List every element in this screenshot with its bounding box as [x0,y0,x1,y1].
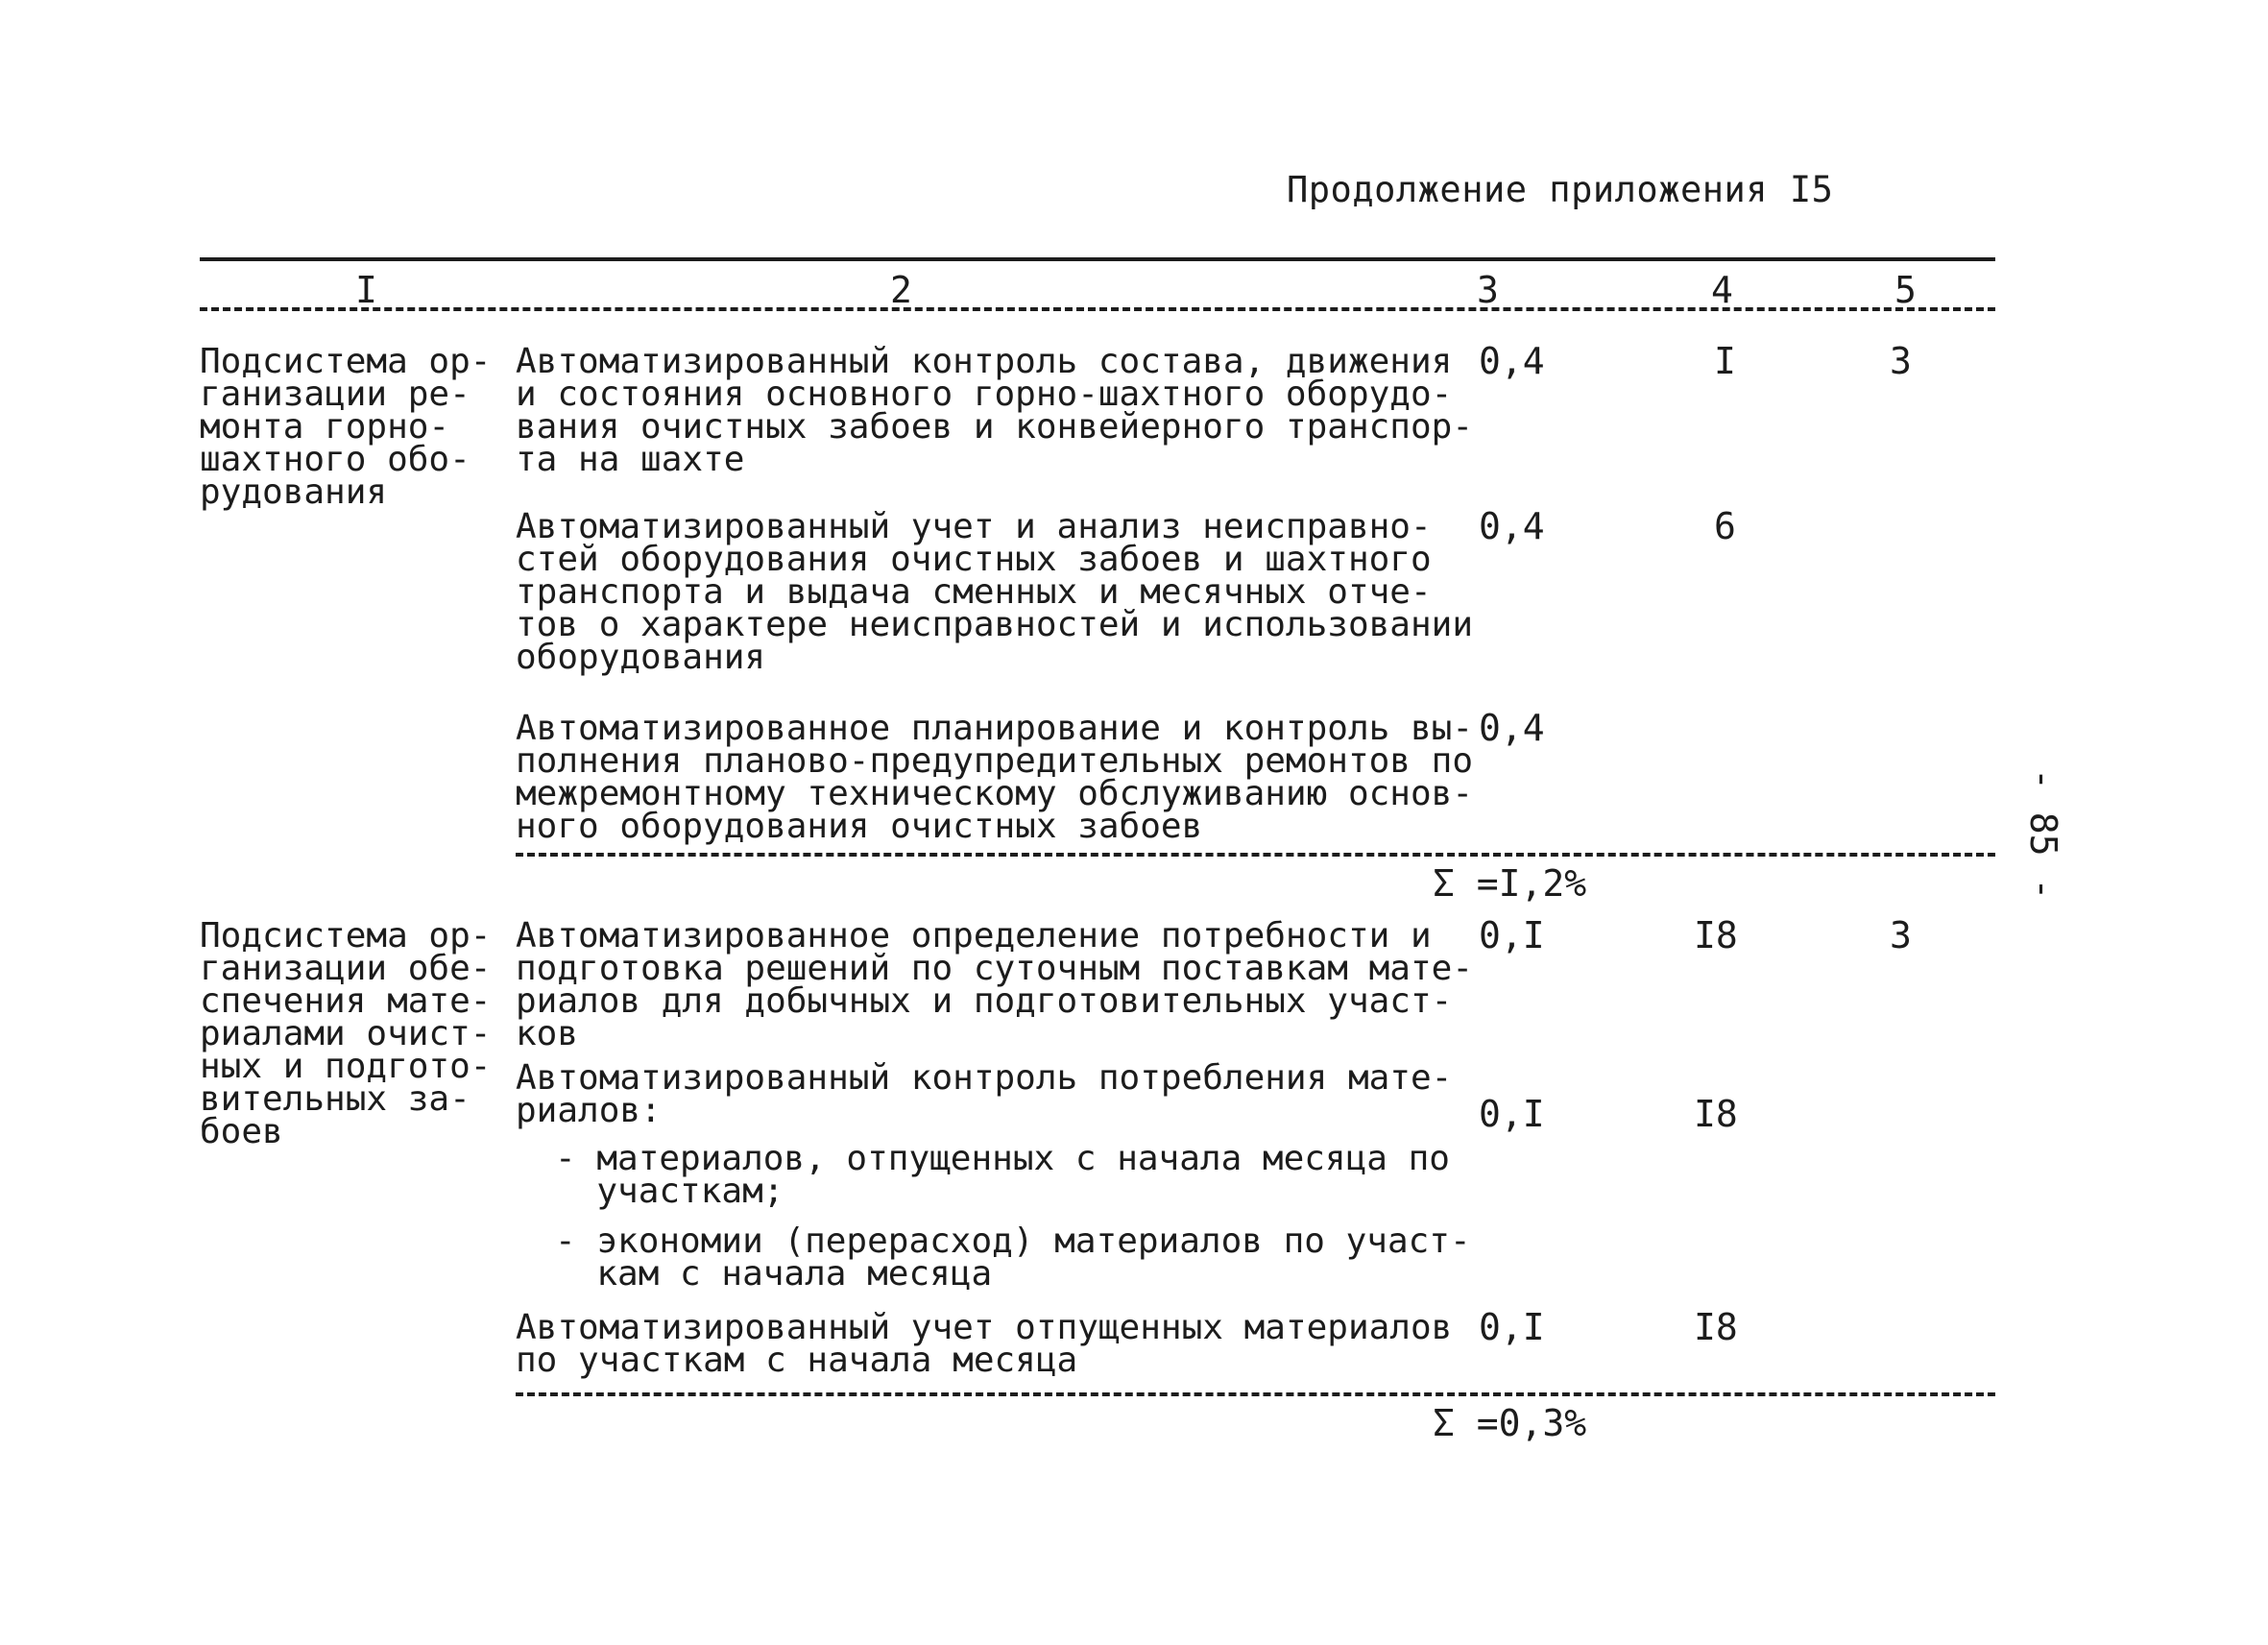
function-text: Автоматизированный контроль состава, движения и состояния основного горно-шахтного оборудо- вания очистных забоев и конвейерного транспор- та на шахте [516,342,1473,479]
cell-col3: 0,4 [1479,707,1545,749]
column-header-2: 2 [890,269,912,311]
cell-col4: I8 [1694,1093,1738,1135]
cell-col3: 0,I [1479,914,1545,956]
page-number: - 85 - [2022,768,2064,901]
function-text: Автоматизированный учет и анализ неисправно- стей оборудования очистных забоев и шахтного транспорта и выдача сменных и месячных отче- тов о характере неисправностей и использовании оборудования [516,507,1473,677]
function-text: Автоматизированное планирование и контроль вы- полнения планово-предупредительных ремонтов по межремонтному техническому обслуживанию основ- ного оборудования очистных забоев [516,709,1473,846]
column-header-3: 3 [1477,269,1499,311]
cell-col3: 0,I [1479,1306,1545,1348]
document-title: Продолжение приложения I5 [1287,169,1834,210]
group-separator-rule [516,1392,1995,1396]
group-separator-rule [516,853,1995,857]
cell-col4: 6 [1714,505,1736,547]
list-item: - материалов, отпущенных с начала месяца по участкам; [555,1139,1450,1211]
column-header-4: 4 [1711,269,1733,311]
table-top-rule [200,257,1995,261]
function-text: Автоматизированное определение потребности и подготовка решений по суточным поставкам мате- риалов для добычных и подготовительных участ- ков [516,916,1473,1053]
group-sum: Σ =0,3% [1433,1402,1587,1444]
cell-col5: 3 [1890,914,1912,956]
cell-col3: 0,4 [1479,340,1545,382]
subsystem-label: Подсистема ор- ганизации обе- спечения мате- риалами очист- ных и подгото- вительных за- боев [200,916,492,1151]
cell-col4: I8 [1694,914,1738,956]
cell-col4: I8 [1694,1306,1738,1348]
subsystem-label: Подсистема ор- ганизации ре- монта горно- шахтного обо- рудования [200,342,492,512]
column-header-5: 5 [1894,269,1917,311]
column-header-1: I [355,269,377,311]
group-sum: Σ =I,2% [1433,862,1587,905]
cell-col3: 0,I [1479,1093,1545,1135]
cell-col3: 0,4 [1479,505,1545,547]
cell-col4: I [1714,340,1736,382]
header-dashed-rule [200,307,1995,311]
function-text: Автоматизированный учет отпущенных материалов по участкам с начала месяца [516,1308,1453,1380]
list-item: - экономии (перерасход) материалов по участ- кам с начала месяца [555,1222,1471,1294]
function-text: Автоматизированный контроль потребления мате- риалов: [516,1058,1453,1130]
cell-col5: 3 [1890,340,1912,382]
